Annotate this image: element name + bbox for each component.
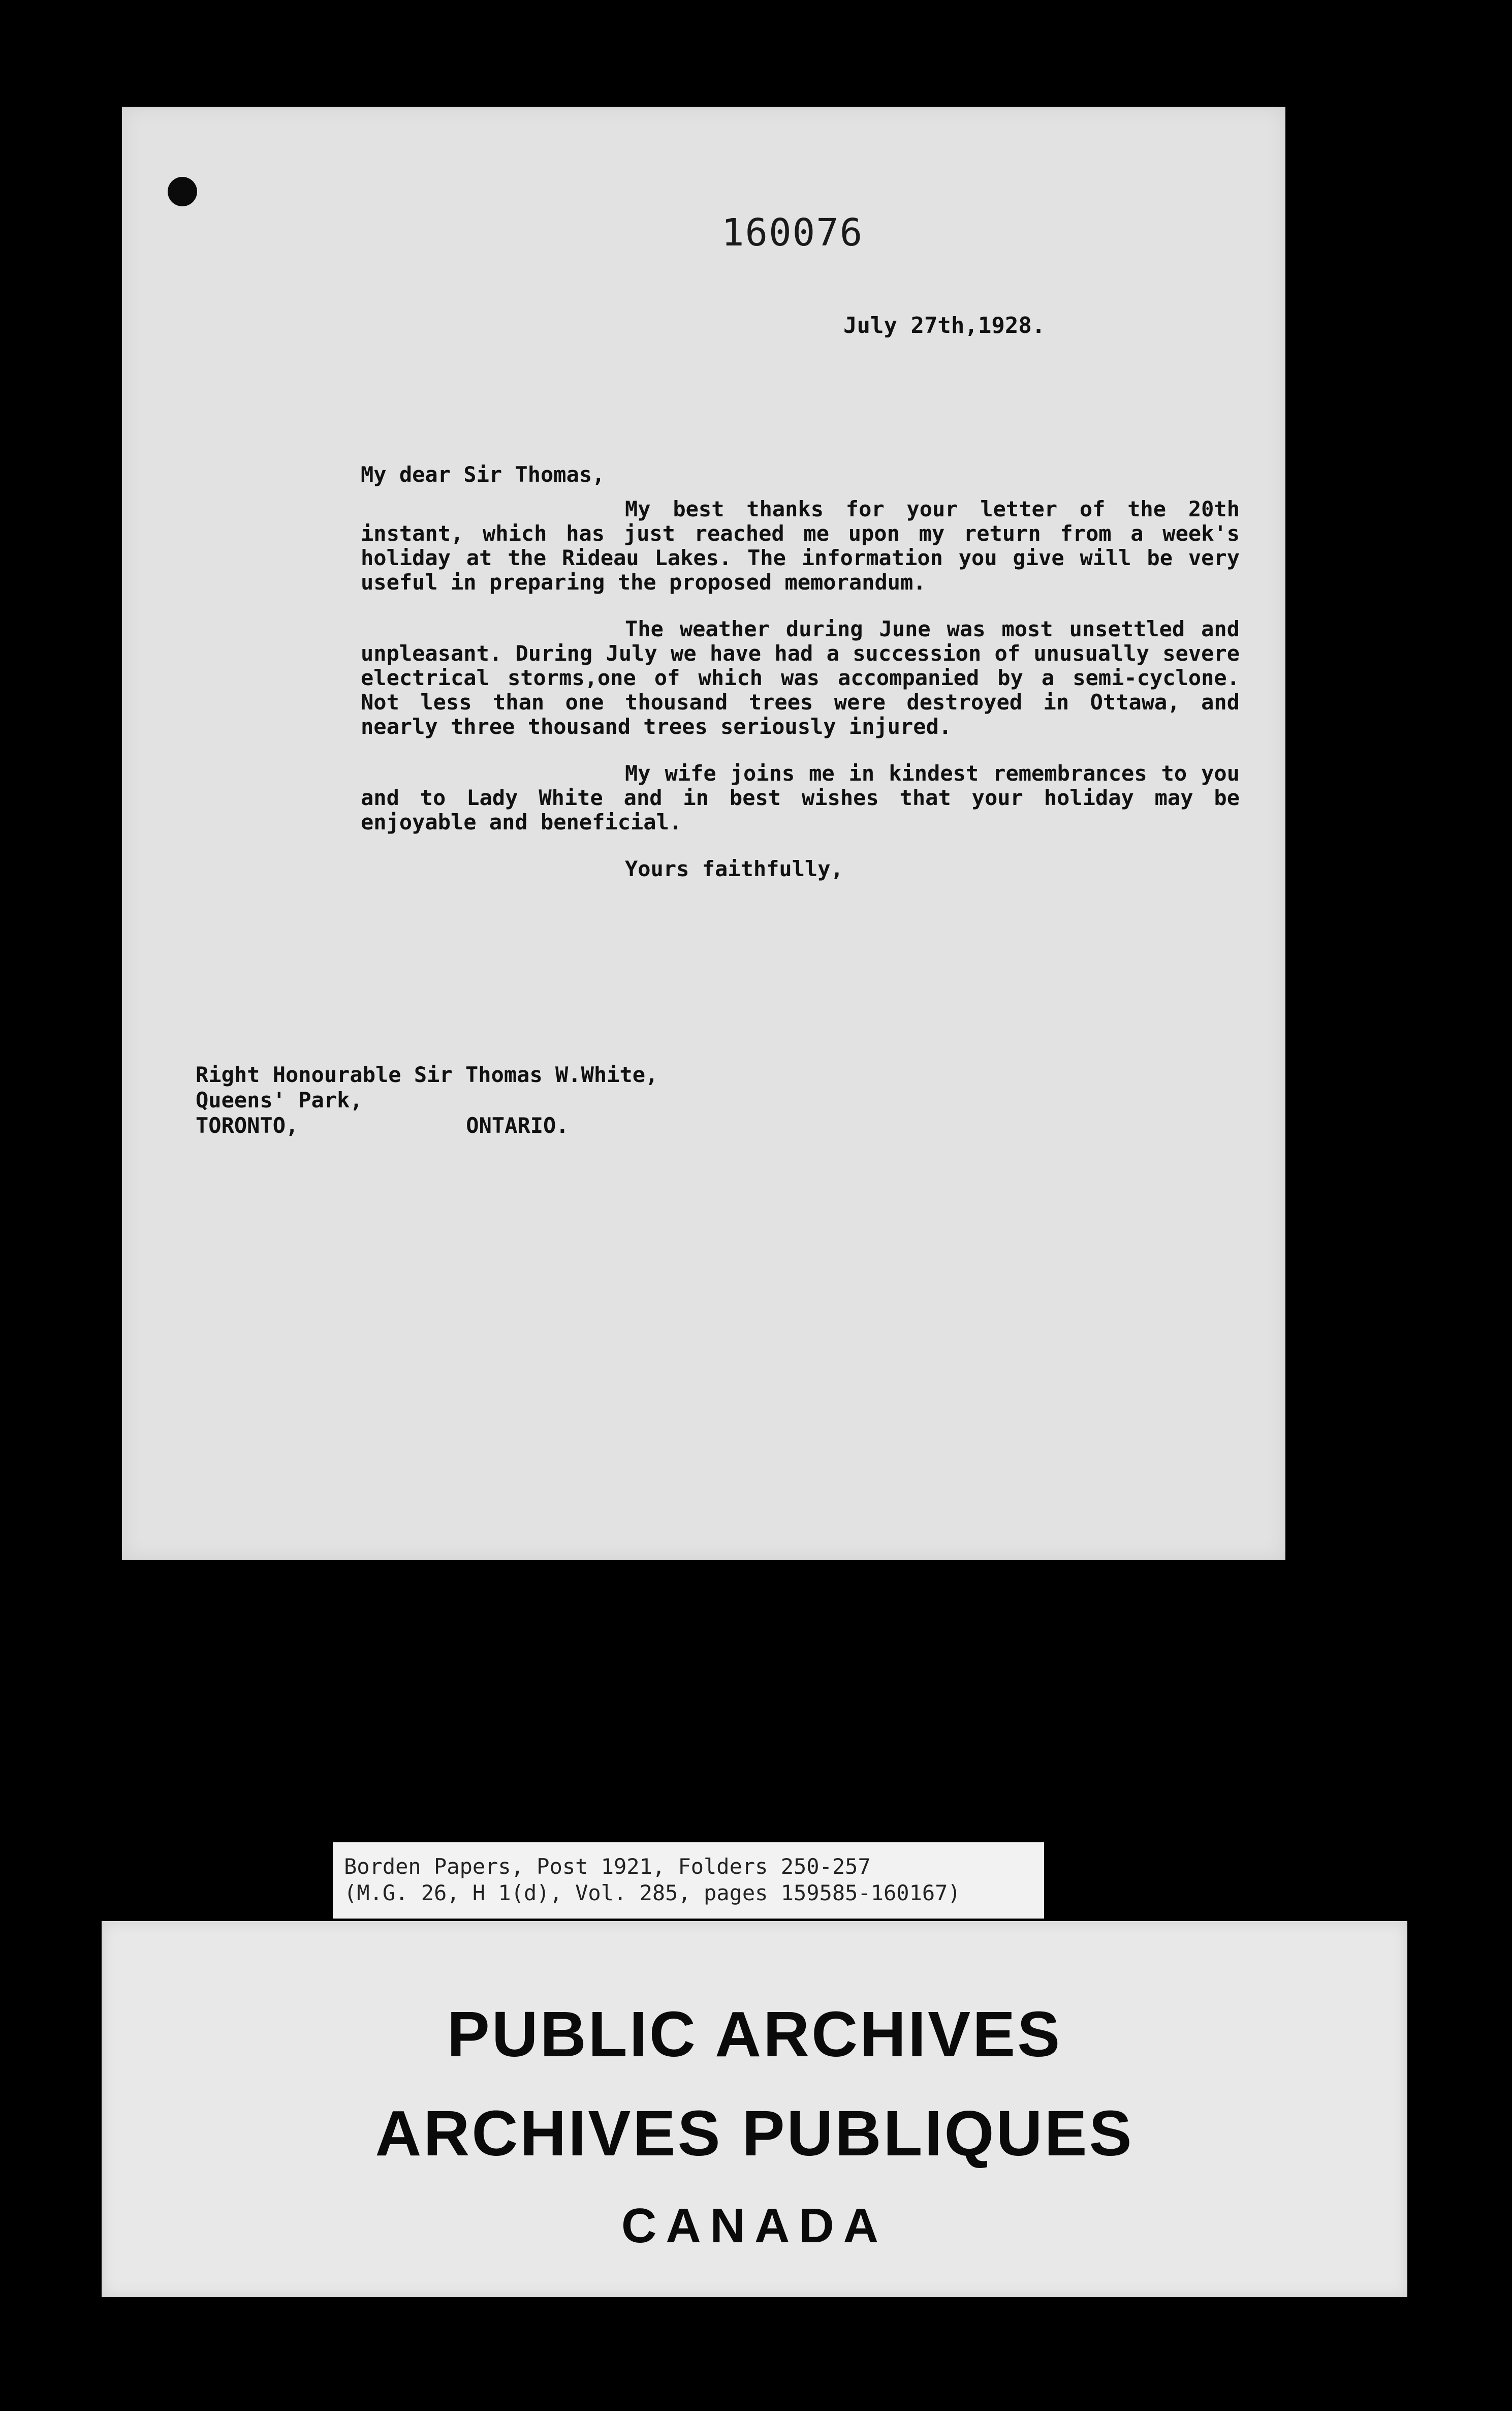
letter-body [361, 462, 1240, 881]
address-line-name: Right Honourable Sir Thomas W.White, [196, 1062, 658, 1087]
reference-line-1: Borden Papers, Post 1921, Folders 250-257 [344, 1854, 871, 1879]
page-number: 160076 [721, 211, 864, 255]
archives-banner [102, 1921, 1407, 2297]
banner-french: ARCHIVES PUBLIQUES [375, 2097, 1134, 2169]
paragraph-thanks: My best thanks for your letter of the 20th instant, which has just reached me upon my return from a week's holiday at the Rideau Lakes. The information you give will be very useful in preparing the proposed memorandum. [361, 497, 1240, 595]
paragraph-remembrances: My wife joins me in kindest remembrances to you and to Lady White and in best wishes that your holiday may be enjoyable and beneficial. [361, 761, 1240, 834]
address-line-street: Queens' Park, [196, 1088, 363, 1112]
address-province: ONTARIO. [466, 1113, 569, 1138]
salutation: My dear Sir Thomas, [361, 462, 605, 487]
paragraph-weather: The weather during June was most unsettled and unpleasant. During July we have had a succession of unusually severe electrical storms,one of which was accompanied by a semi-cyclone. Not less than one thousand trees were destroyed in Ottawa, and nearly three thousand trees seriously injured. [361, 616, 1240, 739]
letter-date: July 27th,1928. [843, 313, 1046, 338]
address-city: TORONTO, [196, 1113, 299, 1138]
reference-line-2: (M.G. 26, H 1(d), Vol. 285, pages 159585-160167) [344, 1880, 961, 1905]
recipient-address [196, 1062, 658, 1138]
reference-label [333, 1842, 1044, 1919]
banner-english: PUBLIC ARCHIVES [447, 1998, 1062, 2070]
address-line-city [196, 1113, 658, 1138]
banner-country: CANADA [621, 2199, 888, 2253]
letter-page [122, 107, 1285, 1560]
punch-hole-mark [168, 177, 197, 206]
closing: Yours faithfully, [625, 856, 843, 881]
